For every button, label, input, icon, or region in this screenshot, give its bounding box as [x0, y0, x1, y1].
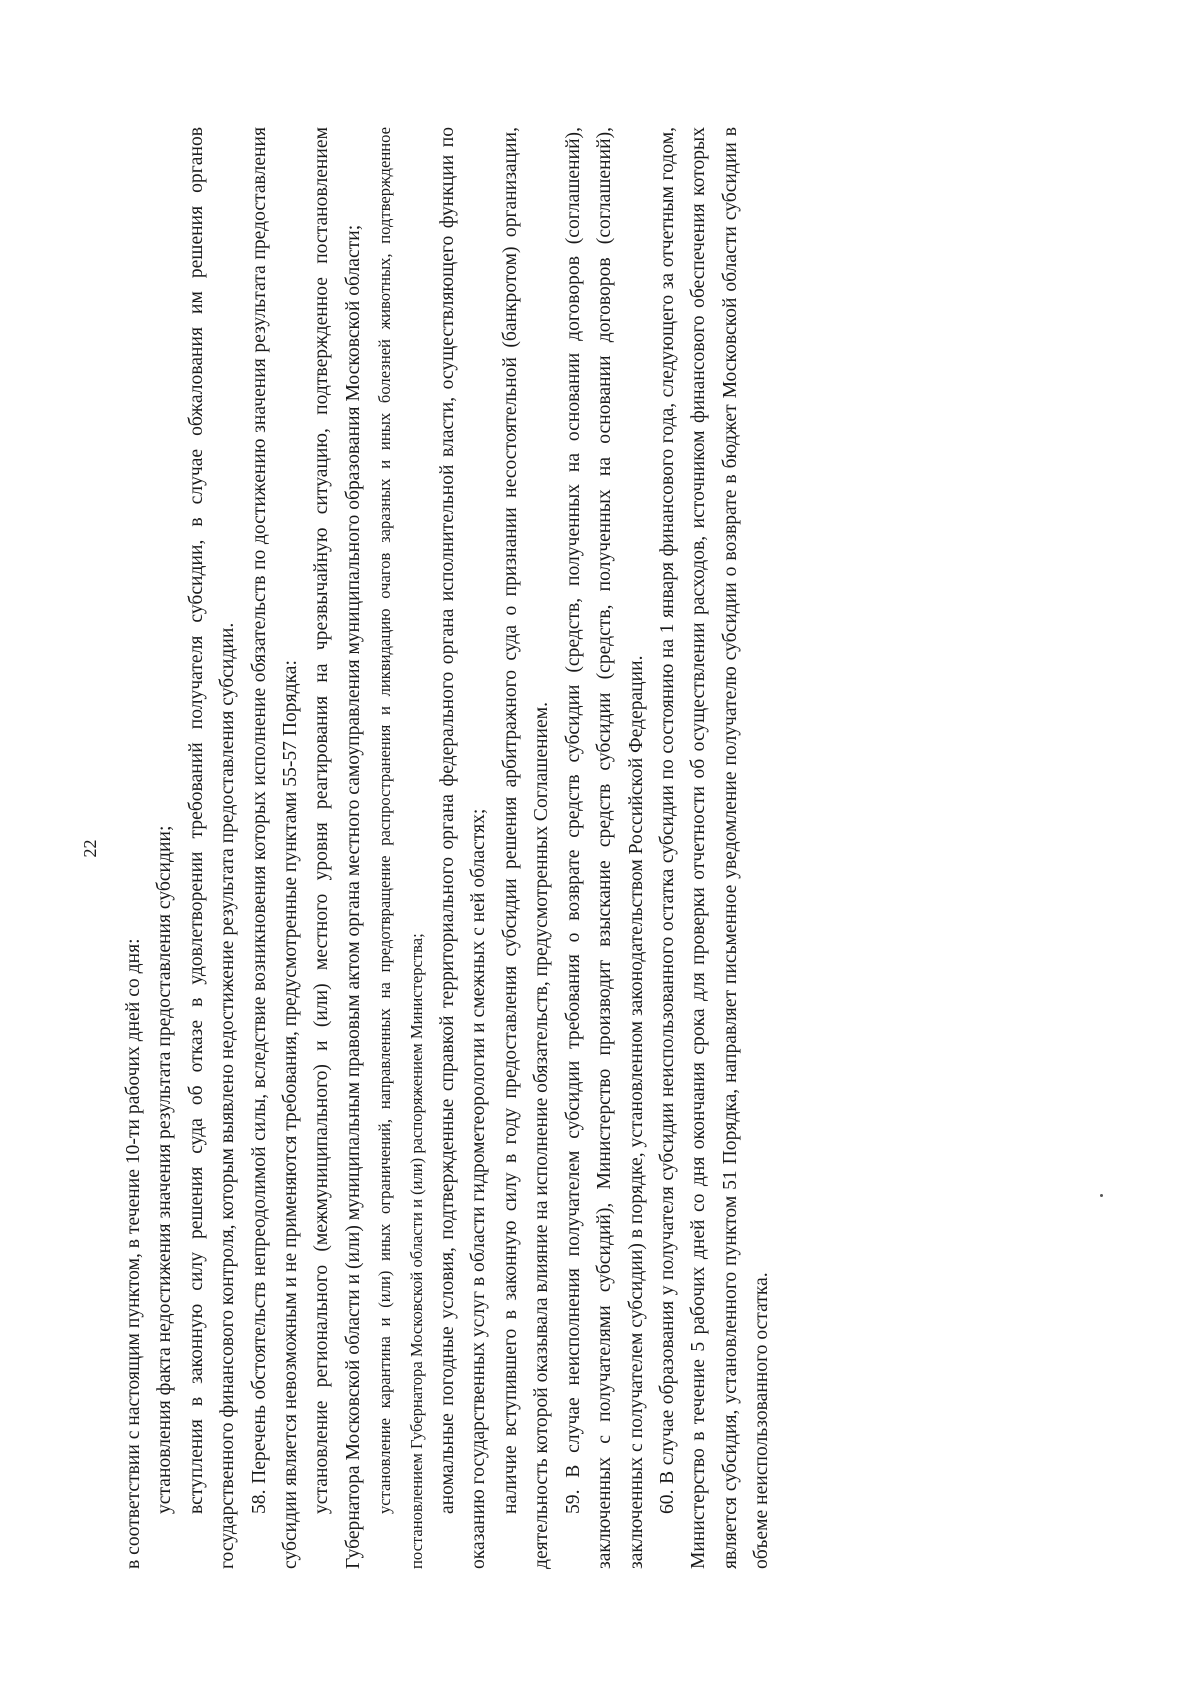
paragraph-bankruptcy: наличие вступившего в законную силу в году предоставления субсидии решения арбитражного суда о признании несостоятельной (банкротом) организации, деятельность которой оказывала влияние на исполнение обязательств, предусмотренных Соглашением. [499, 127, 553, 1569]
paragraph-weather-conditions: аномальные погодные условия, подтвержденные справкой территориального органа федерального органа исполнительной власти, осуществляющего функции по оказанию государственных услуг в области гидрометеорологии и смежных с ней областях; [437, 127, 490, 1569]
paragraph-court-decision: вступления в законную силу решения суда об отказе в удовлетворении требований получателя субсидии, в случае обжалования им решения органов государственного финансового контроля, которым выявлено недостижение результата предоставления субсидии. [185, 127, 239, 1569]
paragraph-58-force-majeure: 58. Перечень обстоятельств непреодолимой силы, вследствие возникновения которых исполнение обязательств по достижению значения результата предоставления субсидии является невозможным и не применяются требования, предусмотренные пунктами 55-57 Порядка: [248, 127, 302, 1569]
page-number: 22 [80, 839, 100, 858]
paragraph-60-unused-balance: 60. В случае образования у получателя субсидии неиспользованного остатка субсидии по состоянию на 1 января финансового года, следующего за отчетным годом, Министерство в течение 5 рабочих дней со дня окончания срока для проверки отчетности об осуществлении расходов, источником финансового обеспечения которых является субсидия, установленного пунктом 51 Порядка, направляет письменное уведомление получателю субсидии о возврате в бюджет Московской области субсидии в объеме неиспользованного остатка. [656, 127, 773, 1569]
scan-speck [1100, 1194, 1103, 1197]
paragraph-fact-of-nonachievement: установления факта недостижения значения результата предоставления субсидии; [154, 825, 176, 1514]
paragraph-quarantine: установление карантина и (или) иных ограничений, направленных на предотвращение распространения и ликвидацию очагов заразных и иных болезней животных, подтвержденное постановлением Губернатора Московской области и (или) распоряжением Министерства; [375, 127, 426, 1569]
document-body [118, 127, 778, 1569]
paragraph-59-recovery: 59. В случае неисполнения получателем субсидии требования о возврате средств субсидии (средств, полученных на основании договоров (соглашений), заключенных с получателями субсидий), Министерство производит взыскание средств субсидии (средств, полученных на основании договоров (соглашений), заключенных с получателем субсидии) в порядке, установленном законодательством Российской Федерации. [562, 127, 647, 1569]
paragraph-emergency-response: установление регионального (межмуниципального) и (или) местного уровня реагирования на чрезвычайную ситуацию, подтвержденное постановлением Губернатора Московской области и (или) муниципальным правовым актом органа местного самоуправления муниципального образования Московской области; [311, 127, 364, 1569]
paragraph-intro: в соответствии с настоящим пунктом, в течение 10-ти рабочих дней со дня: [123, 938, 144, 1569]
